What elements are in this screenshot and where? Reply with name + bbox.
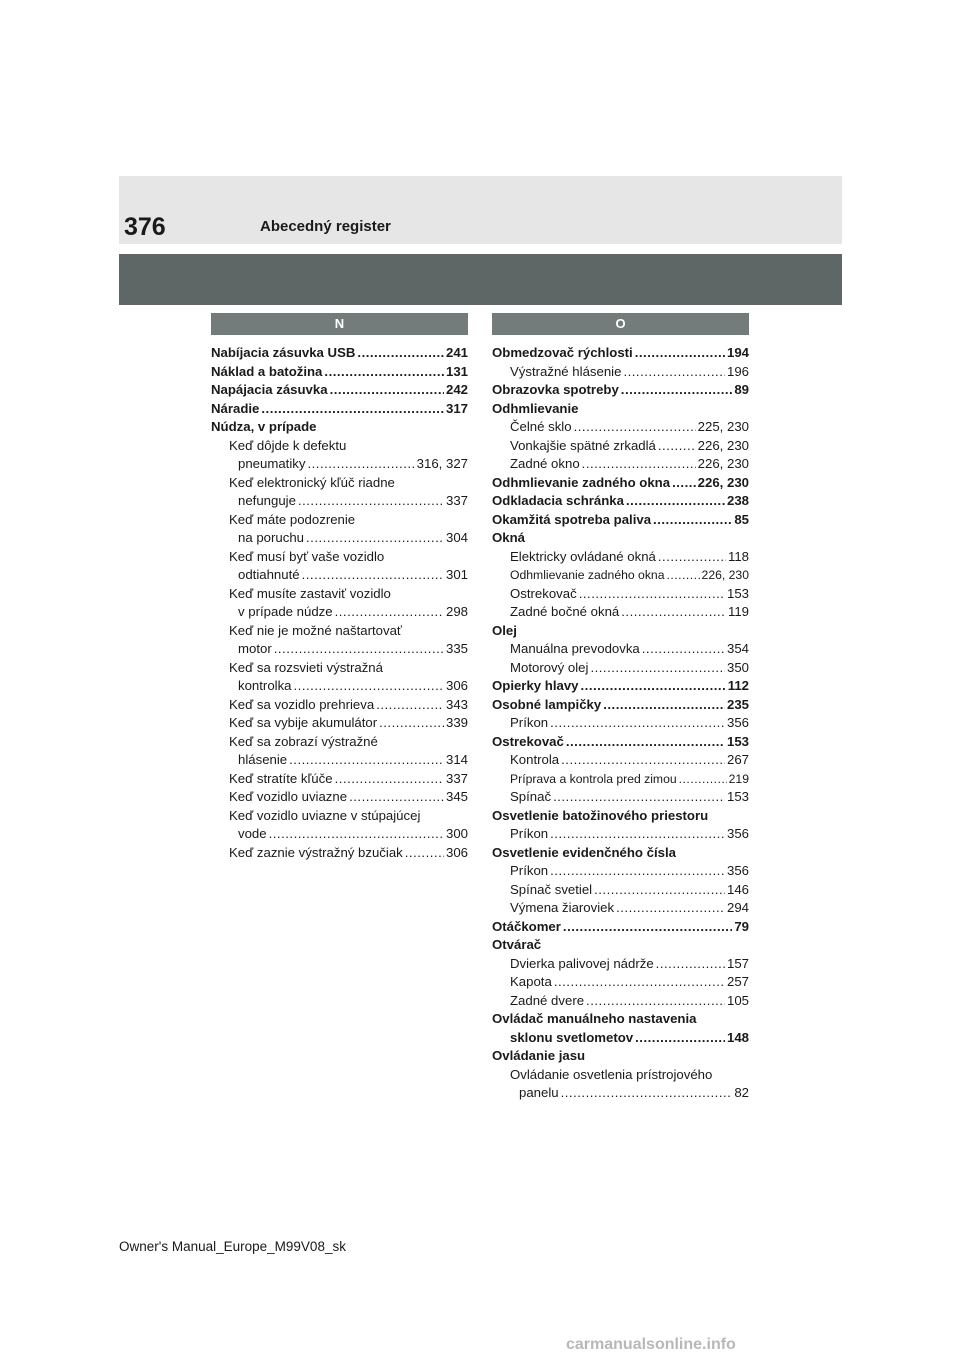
index-entry-term: na poruchu [238, 530, 304, 545]
dot-leader [405, 844, 444, 863]
index-entry [492, 1047, 749, 1066]
index-entry [211, 807, 468, 826]
dot-leader [307, 455, 414, 474]
index-entry-page: 82 [734, 1085, 749, 1100]
index-entry-term: Napájacia zásuvka [211, 382, 328, 397]
index-entry [492, 881, 749, 900]
dot-leader [561, 751, 725, 770]
index-entry [492, 733, 749, 752]
index-entry-term: Odhmlievanie zadného okna [492, 474, 671, 490]
index-entry-term: sklonu svetlometov [510, 1029, 634, 1045]
index-entry-term: Dvierka palivovej nádrže [510, 955, 654, 971]
index-entry-term: Keď sa rozsvieti výstražná [229, 659, 383, 675]
index-entry-page: 79 [734, 918, 749, 934]
dot-leader [616, 899, 725, 918]
index-entry-term: Odhmlievanie zadného okna [510, 568, 665, 582]
index-entry-page: 301 [445, 567, 468, 582]
index-entry-term: Náradie [211, 400, 260, 416]
index-entry-term: Výstražné hlásenie [510, 363, 622, 379]
index-entry-term: hlásenie [238, 752, 288, 767]
dot-leader [335, 603, 444, 622]
index-entry [492, 714, 749, 733]
index-entry-page: 157 [726, 955, 749, 971]
index-entry [492, 677, 749, 696]
dot-leader [563, 918, 732, 937]
index-entry-page: 85 [734, 511, 749, 527]
index-entry [211, 603, 468, 622]
index-entry [492, 770, 749, 789]
dot-leader [379, 714, 444, 733]
footer-manual-id: Owner's Manual_Europe_M99V08_sk [119, 1239, 346, 1254]
index-entry-term: Ostrekovač [492, 733, 564, 749]
index-entry [492, 973, 749, 992]
index-entry [211, 659, 468, 678]
index-entry [211, 825, 468, 844]
dot-leader [349, 788, 444, 807]
dot-leader [635, 344, 725, 363]
index-entry-page: 294 [726, 900, 749, 915]
index-entry-page: 316, 327 [416, 456, 468, 471]
index-entry-term: Keď sa vybije akumulátor [229, 715, 378, 730]
index-entry-term: Keď zaznie výstražný bzučiak [229, 844, 403, 860]
index-entry [492, 696, 749, 715]
index-entry-page: 304 [445, 530, 468, 545]
index-entry-term: vode [238, 826, 267, 841]
index-entry-term: Osvetlenie batožinového priestoru [492, 807, 709, 823]
index-entry [211, 622, 468, 641]
dot-leader [590, 659, 725, 678]
index-entry [492, 363, 749, 382]
index-entry [492, 400, 749, 419]
index-entry-term: Motorový olej [510, 659, 589, 675]
dot-leader [561, 1084, 733, 1103]
index-entry-term: Zadné okno [510, 456, 580, 471]
index-entry-page: 242 [445, 382, 468, 397]
dot-leader [335, 770, 444, 789]
index-entry [492, 603, 749, 622]
index-entry-page: 105 [726, 992, 749, 1008]
index-entry-term: Kontrola [510, 752, 560, 767]
index-entry-term: Čelné sklo [510, 419, 572, 434]
index-entry-term: Núdza, v prípade [211, 419, 317, 434]
dot-leader [594, 881, 725, 900]
index-entry-term: Obmedzovač rýchlosti [492, 345, 633, 360]
index-entry-term: Keď musíte zastaviť vozidlo [229, 585, 391, 601]
index-entry-page: 314 [445, 752, 468, 767]
index-entry [492, 659, 749, 678]
index-entry-term: nefunguje [238, 493, 296, 508]
index-entry [492, 437, 749, 456]
index-entry-term: Otáčkomer [492, 918, 561, 934]
index-entry-term: Kapota [510, 974, 552, 989]
index-entry-term: Príkon [510, 826, 549, 841]
index-entry [492, 899, 749, 918]
index-entry-page: 196 [726, 363, 749, 379]
index-entry-page: 241 [445, 345, 468, 360]
index-entry [492, 381, 749, 400]
index-entry-term: Keď sa vozidlo prehrieva [229, 696, 375, 712]
dot-leader [656, 955, 725, 974]
index-entry-term: v prípade núdze [238, 604, 333, 619]
index-entry [211, 363, 468, 382]
index-entry [211, 529, 468, 548]
dot-leader [581, 677, 726, 696]
index-entry-term: Okná [492, 530, 525, 545]
index-entry [492, 844, 749, 863]
dot-leader [679, 770, 727, 789]
index-entry [211, 714, 468, 733]
index-entry-term: Keď stratíte kľúče [229, 770, 333, 786]
dot-leader [289, 751, 444, 770]
dot-leader [357, 344, 444, 363]
index-entry [211, 437, 468, 456]
dot-leader [579, 585, 725, 604]
letter-heading-n: N [211, 313, 468, 335]
index-entry-page: 131 [445, 363, 468, 379]
index-entry-term: Keď elektronický kľúč riadne [229, 474, 395, 490]
index-entry-page: 235 [726, 696, 749, 712]
index-entry-page: 300 [445, 826, 468, 841]
watermark-link[interactable]: carmanualsonline.info [566, 1336, 736, 1353]
index-entry-page: 267 [726, 752, 749, 767]
dot-leader [550, 825, 725, 844]
dot-leader [666, 566, 699, 585]
index-entry-term: Ovládanie osvetlenia prístrojového [510, 1066, 713, 1082]
index-entry [211, 696, 468, 715]
index-entry-term: Keď musí byť vaše vozidlo [229, 548, 385, 564]
header-band [119, 176, 842, 244]
dot-leader [574, 418, 696, 437]
index-entry-term: Vonkajšie spätné zrkadlá [510, 437, 656, 453]
index-entry [211, 492, 468, 511]
index-entry [211, 751, 468, 770]
index-entry [492, 862, 749, 881]
index-entry-term: Spínač svetiel [510, 881, 593, 897]
dot-leader [642, 640, 725, 659]
index-entry-page: 219 [728, 771, 749, 786]
index-entry [211, 474, 468, 493]
dot-leader [672, 474, 696, 493]
index-entry [492, 825, 749, 844]
index-entry [492, 474, 749, 493]
index-entry [211, 455, 468, 474]
dot-leader [658, 548, 726, 567]
index-entry [211, 344, 468, 363]
dot-leader [635, 1029, 725, 1048]
dot-leader [623, 363, 725, 382]
index-entry [211, 566, 468, 585]
index-column-n [211, 313, 468, 862]
index-entry [211, 511, 468, 530]
index-entry-term: panelu [519, 1085, 559, 1100]
index-entry-page: 350 [726, 659, 749, 675]
index-entry [492, 511, 749, 530]
index-entry-term: Ovládač manuálneho nastavenia [492, 1011, 697, 1026]
index-entry-term: Olej [492, 622, 517, 638]
index-entry-page: 146 [726, 881, 749, 897]
index-entry-term: Výmena žiaroviek [510, 900, 615, 915]
index-entry-page: 337 [445, 770, 468, 786]
index-entry-page: 153 [726, 789, 749, 804]
page-number: 376 [124, 213, 166, 241]
index-entry [492, 1010, 749, 1029]
index-entry-page: 356 [726, 715, 749, 730]
index-entry-term: Zadné dvere [510, 992, 585, 1008]
index-entry [492, 936, 749, 955]
index-entry-term: Osobné lampičky [492, 696, 602, 712]
index-entries-n [211, 344, 468, 862]
index-entry [492, 548, 749, 567]
index-entry-page: 226, 230 [697, 456, 749, 471]
index-entry-term: Elektricky ovládané okná [510, 548, 656, 564]
index-entry-page: 226, 230 [697, 437, 749, 453]
index-entry [492, 418, 749, 437]
index-entry [492, 1066, 749, 1085]
index-entry [492, 918, 749, 937]
index-entry [492, 529, 749, 548]
index-entry-page: 356 [726, 826, 749, 841]
index-entry [211, 548, 468, 567]
index-entry-page: 317 [445, 400, 468, 416]
dot-leader [626, 492, 725, 511]
index-entry-page: 306 [445, 844, 468, 860]
dot-leader [621, 381, 733, 400]
index-entry-term: Zadné bočné okná [510, 604, 620, 619]
index-entry-term: Opierky hlavy [492, 678, 579, 693]
index-entry-page: 356 [726, 863, 749, 878]
dot-leader [554, 973, 725, 992]
index-entry-term: Manuálna prevodovka [510, 641, 640, 656]
index-entry-page: 238 [726, 493, 749, 508]
dot-leader [294, 677, 444, 696]
index-entry [492, 955, 749, 974]
index-entry [492, 992, 749, 1011]
index-entry-page: 354 [726, 641, 749, 656]
index-entry-page: 194 [726, 345, 749, 360]
dot-leader [269, 825, 444, 844]
dot-leader [274, 640, 444, 659]
index-entry-term: Okamžitá spotreba paliva [492, 511, 652, 527]
index-entry-term: Ostrekovač [510, 585, 577, 601]
index-entry-page: 298 [445, 604, 468, 619]
index-entry-page: 345 [445, 789, 468, 804]
dot-leader [298, 492, 444, 511]
dot-leader [553, 788, 725, 807]
index-entry-term: Príkon [510, 863, 549, 878]
dot-leader [603, 696, 725, 715]
index-entry-term: motor [238, 641, 272, 656]
index-entry-page: 339 [445, 715, 468, 730]
index-entry [211, 677, 468, 696]
dot-leader [330, 381, 444, 400]
dot-leader [376, 696, 444, 715]
index-entry [211, 844, 468, 863]
index-entry-page: 226, 230 [697, 474, 749, 490]
dot-leader [582, 455, 696, 474]
index-entry [211, 400, 468, 419]
index-entry-page: 112 [727, 678, 749, 693]
index-entry [492, 455, 749, 474]
index-entry [211, 418, 468, 437]
index-entry-term: Keď dôjde k defektu [229, 437, 347, 453]
index-entry-term: Keď sa zobrazí výstražné [229, 733, 378, 749]
index-entry-term: Keď vozidlo uviazne [229, 789, 348, 804]
index-entry [492, 1084, 749, 1103]
index-entry-page: 257 [726, 974, 749, 989]
index-entry [492, 585, 749, 604]
letter-heading-o: O [492, 313, 749, 335]
index-entry-term: Osvetlenie evidenčného čísla [492, 844, 676, 860]
dot-leader [324, 363, 444, 382]
index-entry [492, 492, 749, 511]
index-entry-term: Keď vozidlo uviazne v stúpajúcej [229, 807, 421, 823]
dot-leader [566, 733, 725, 752]
dot-leader [621, 603, 726, 622]
index-entries-o [492, 344, 749, 1103]
index-entry [492, 566, 749, 585]
section-divider-band [119, 254, 842, 305]
index-entry-page: 337 [445, 493, 468, 508]
section-title: Abecedný register [260, 218, 391, 235]
index-entry-term: Náklad a batožina [211, 363, 323, 379]
index-entry [492, 807, 749, 826]
index-entry-page: 306 [445, 678, 468, 693]
index-entry-term: Príkon [510, 715, 549, 730]
index-entry-term: Ovládanie jasu [492, 1048, 586, 1063]
index-entry [492, 751, 749, 770]
index-entry-term: Odhmlievanie [492, 400, 579, 416]
index-entry-page: 343 [445, 696, 468, 712]
index-entry-term: odtiahnuté [238, 567, 300, 582]
dot-leader [550, 862, 725, 881]
index-entry [211, 381, 468, 400]
index-entry-term: Spínač [510, 789, 552, 804]
index-entry-term: Nabíjacia zásuvka USB [211, 345, 356, 360]
index-entry [492, 640, 749, 659]
index-entry-page: 226, 230 [701, 568, 749, 582]
index-entry [211, 770, 468, 789]
index-entry-page: 153 [726, 585, 749, 601]
index-column-o [492, 313, 749, 1103]
dot-leader [302, 566, 444, 585]
index-entry-term: pneumatiky [238, 456, 306, 471]
index-entry-page: 225, 230 [697, 419, 749, 434]
dot-leader [586, 992, 725, 1011]
index-entry [211, 733, 468, 752]
dot-leader [306, 529, 444, 548]
index-entry [211, 788, 468, 807]
index-entry [492, 344, 749, 363]
dot-leader [653, 511, 732, 530]
index-entry-term: Otvárač [492, 937, 542, 952]
index-entry-page: 89 [734, 382, 749, 397]
index-entry-page: 153 [726, 733, 749, 749]
index-entry-term: Keď nie je možné naštartovať [229, 622, 402, 638]
index-entry-page: 335 [445, 641, 468, 656]
index-entry-term: Príprava a kontrola pred zimou [510, 771, 677, 786]
index-entry-term: Obrazovka spotreby [492, 382, 619, 397]
index-entry [492, 1029, 749, 1048]
index-entry [211, 585, 468, 604]
index-entry-term: kontrolka [238, 678, 292, 693]
index-entry-page: 118 [727, 548, 749, 564]
index-entry-term: Odkladacia schránka [492, 493, 624, 508]
dot-leader [261, 400, 444, 419]
dot-leader [658, 437, 696, 456]
index-entry [492, 788, 749, 807]
index-entry-page: 119 [727, 604, 749, 619]
index-entry-term: Keď máte podozrenie [229, 511, 356, 527]
dot-leader [550, 714, 725, 733]
index-entry [211, 640, 468, 659]
index-entry-page: 148 [726, 1029, 749, 1045]
index-entry [492, 622, 749, 641]
